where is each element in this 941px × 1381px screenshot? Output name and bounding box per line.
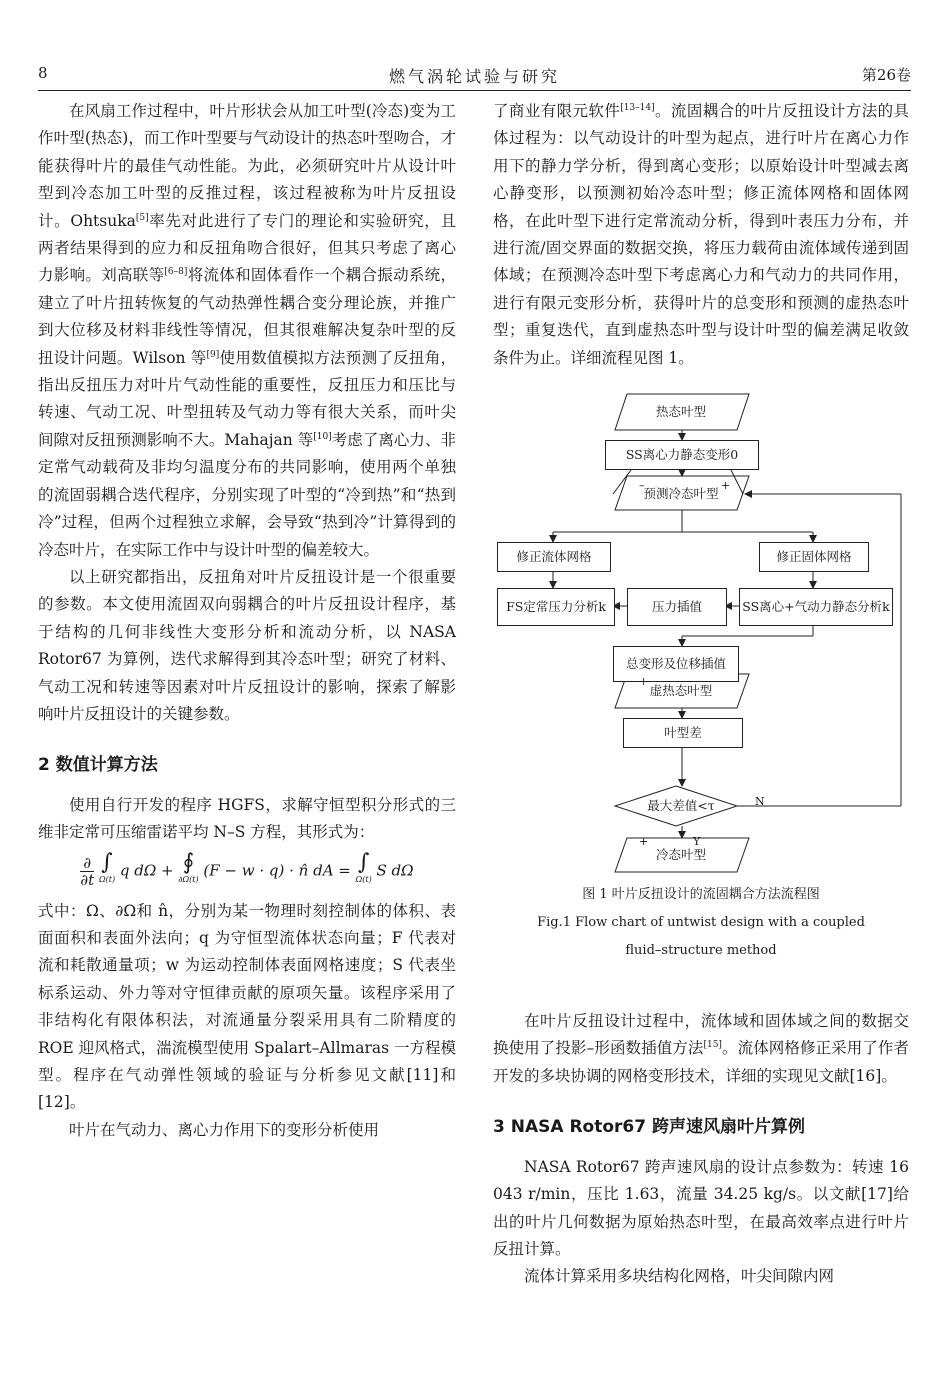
flow-yes-label: Y xyxy=(693,835,701,849)
left-paragraph-4: 式中：Ω、∂Ω和 n̂，分别为某一物理时刻控制体的体积、表面面积和表面外法向；q 为守恒型流体状态向量；F 代表对流和耗散通量项；w 为运动控制体表面网格速度；S 代表坐标系运动、外力等对守恒律贡献的原项矢量。该程序采用了非结构化有限体积法，对流通量分裂采用具有二阶精度的 ROE 迎风格式，湍流模型使用 Spalart–Allmaras 一方程模型。程序在气动弹性领域的验证与分析参见文献[11]和[12]。 xyxy=(38,901,456,1112)
page-number: 8 xyxy=(38,64,48,82)
flow-plus-label: + xyxy=(639,675,649,689)
citation: [6–8] xyxy=(164,267,188,278)
text-run: 将流体和固体看作一个耦合振动系统，建立了叶片扭转恢复的气动热弹性耦合变分理论族，并推广到大位移及材料非线性等情况，但其很难解决复杂叶型的反扭设计问题。Wilson 等 xyxy=(38,266,456,367)
volume-label: 第26卷 xyxy=(861,66,911,84)
flow-virtual-hot: 虚热态叶型 xyxy=(649,683,713,699)
text-run: 了商业有限元软件 xyxy=(493,102,621,120)
text-run: 使用数值模拟方法预测了反扭角，指出反扭压力对叶片气动性能的重要性，反扭压力和压比与转速、气动工况、叶型扭转及气动力等有很大关系，而叶尖间隙对反扭预测影响不大。Mahajan 等 xyxy=(38,348,456,449)
text-run: 考虑了离心力、非定常气动载荷及非均匀温度分布的共同影响，使用两个单独的流固弱耦合迭代程序，分别实现了叶型的“冷到热”和“热到冷”过程，但两个过程独立求解，会导致“热到冷”计算得到的冷态叶片，在实际工作中与设计叶型的偏差较大。 xyxy=(38,430,456,559)
section-3-heading: 3 NASA Rotor67 跨声速风扇叶片算例 xyxy=(493,1117,805,1138)
right-column xyxy=(493,98,909,1291)
eq-term: S dΩ xyxy=(376,861,414,880)
text-run: 。流固耦合的叶片反扭设计方法的具体过程为：以气动设计的叶型为起点，进行叶片在离心力作用下的静力学分析，得到离心变形；以原始设计叶型减去离心静变形，以预测初始冷态叶型；修正流体网格和固体网格，在此叶型下进行定常流动分析，得到叶表压力分布，并进行流/固交界面的数据交换，将压力载荷由流体域传递到固体域；在预测冷态叶型下考虑离心力和气动力的共同作用，进行有限元变形分析，获得叶片的总变形和预测的虚热态叶型；重复迭代，直到虚热态叶型与设计叶型的偏差满足收敛条件为止。详细流程见图 1。 xyxy=(493,102,909,367)
flow-predict-cold: 预测冷态叶型 xyxy=(643,486,719,502)
caption-cn: 图 1 叶片反扭设计的流固耦合方法流程图 xyxy=(582,887,820,903)
left-paragraph-1 xyxy=(38,98,456,564)
caption-en-line-1: Fig.1 Flow chart of untwist design with a coupled xyxy=(537,915,865,931)
left-paragraph-3: 使用自行开发的程序 HGFS，求解守恒型积分形式的三维非定常可压缩雷诺平均 N–S 方程，其形式为： xyxy=(38,795,456,842)
text-run: 。流体网格修正采用了作者开发的多块协调的网格变形技术，详细的实现见文献[16]。 xyxy=(493,1039,909,1085)
flow-no-label: N xyxy=(755,795,765,809)
left-paragraph-2: 以上研究都指出，反扭角对叶片反扭设计是一个很重要的参数。本文使用流固双向弱耦合的叶片反扭设计程序，基于结构的几何非线性大变形分析和流动分析，以 NASA Rotor67 为算例，迭代求解得到其冷态叶型；研究了材料、气动工况和转速等因素对叶片反扭设计的影响，探索了解影响叶片反扭设计的关键参数。 xyxy=(38,567,456,723)
figure-1-caption xyxy=(493,880,909,964)
eq-term: q dΩ + xyxy=(119,861,174,880)
citation: [15] xyxy=(703,1040,722,1051)
eq-sub: Ω(t) xyxy=(355,875,372,885)
citation: [9] xyxy=(206,349,220,360)
flow-ss-combined: SS离心+气动力静态分析k xyxy=(739,588,893,626)
journal-title: 燃气涡轮试验与研究 xyxy=(388,67,560,86)
flow-minus-label: – xyxy=(639,479,645,493)
citation: [10] xyxy=(313,431,332,442)
navier-stokes-equation: ∂ ∂t ∫ Ω(t) q dΩ + ∮ ∂Ω(t) (F − w · q) · n̂ dA = ∫ Ω(t) S dΩ xyxy=(80,850,414,889)
flow-plus-label: + xyxy=(639,835,649,849)
eq-sub: Ω(t) xyxy=(98,875,116,885)
right-paragraph-2 xyxy=(493,1008,909,1090)
flow-hot-blade: 热态叶型 xyxy=(655,404,706,420)
flow-total-deform: 总变形及位移插值 xyxy=(613,646,739,682)
flow-cold-blade: 冷态叶型 xyxy=(655,847,706,863)
text-run: 在叶片反扭设计过程中，流体域和固体域之间的数据交换使用了投影–形函数插值方法 xyxy=(493,1012,909,1058)
text-run: 率先对此进行了专门的理论和实验研究，且两者结果得到的应力和反扭角吻合很好，但其只考虑了离心力影响。刘高联等 xyxy=(38,211,456,285)
eq-term: (F − w · q) · n̂ dA = xyxy=(203,861,351,880)
section-2-heading: 2 数值计算方法 xyxy=(38,755,158,776)
right-paragraph-4: 流体计算采用多块结构化网格，叶尖间隙内网 xyxy=(524,1267,835,1286)
figure-1-flowchart xyxy=(493,384,909,959)
text-run: 在风扇工作过程中，叶片形状会从加工叶型(冷态)变为工作叶型(热态)，而工作叶型要与气动设计的热态叶型吻合，才能获得叶片的最佳气动性能。为此，必须研究叶片从设计叶型到冷态加工叶型的反推过程，该过程被称为叶片反扭设计。Ohtsuka xyxy=(38,102,456,230)
flow-blade-diff: 叶型差 xyxy=(623,718,743,748)
left-paragraph-5: 叶片在气动力、离心力作用下的变形分析使用 xyxy=(69,1120,380,1139)
flow-max-diff: 最大差值<τ xyxy=(647,798,715,814)
caption-en-line-2: fluid–structure method xyxy=(625,943,777,959)
citation: [5] xyxy=(135,212,149,223)
header-rule xyxy=(38,90,911,91)
eq-sub: ∂Ω(t) xyxy=(178,875,199,885)
eq-partial: ∂ xyxy=(83,853,92,872)
citation: [13–14] xyxy=(620,102,655,113)
page-header xyxy=(38,64,911,88)
right-paragraph-3: NASA Rotor67 跨声速风扇的设计点参数为：转速 16 043 r/min，压比 1.63，流量 34.25 kg/s。以文献[17]给出的叶片几何数据为原始热态叶型，在最高效率点进行叶片反扭计算。 xyxy=(493,1157,909,1258)
eq-partial-t: ∂t xyxy=(80,870,95,889)
right-paragraph-1 xyxy=(493,98,909,372)
flow-fix-fluid-mesh: 修正流体网格 xyxy=(497,542,611,572)
left-column xyxy=(38,98,456,1144)
flow-plus-label: + xyxy=(721,479,731,493)
flow-fs-steady: FS定常压力分析k xyxy=(497,588,615,626)
flow-ss-static: SS离心力静态变形0 xyxy=(605,440,759,470)
flow-pressure-interp: 压力插值 xyxy=(627,588,727,626)
flow-fix-solid-mesh: 修正固体网格 xyxy=(759,542,869,572)
